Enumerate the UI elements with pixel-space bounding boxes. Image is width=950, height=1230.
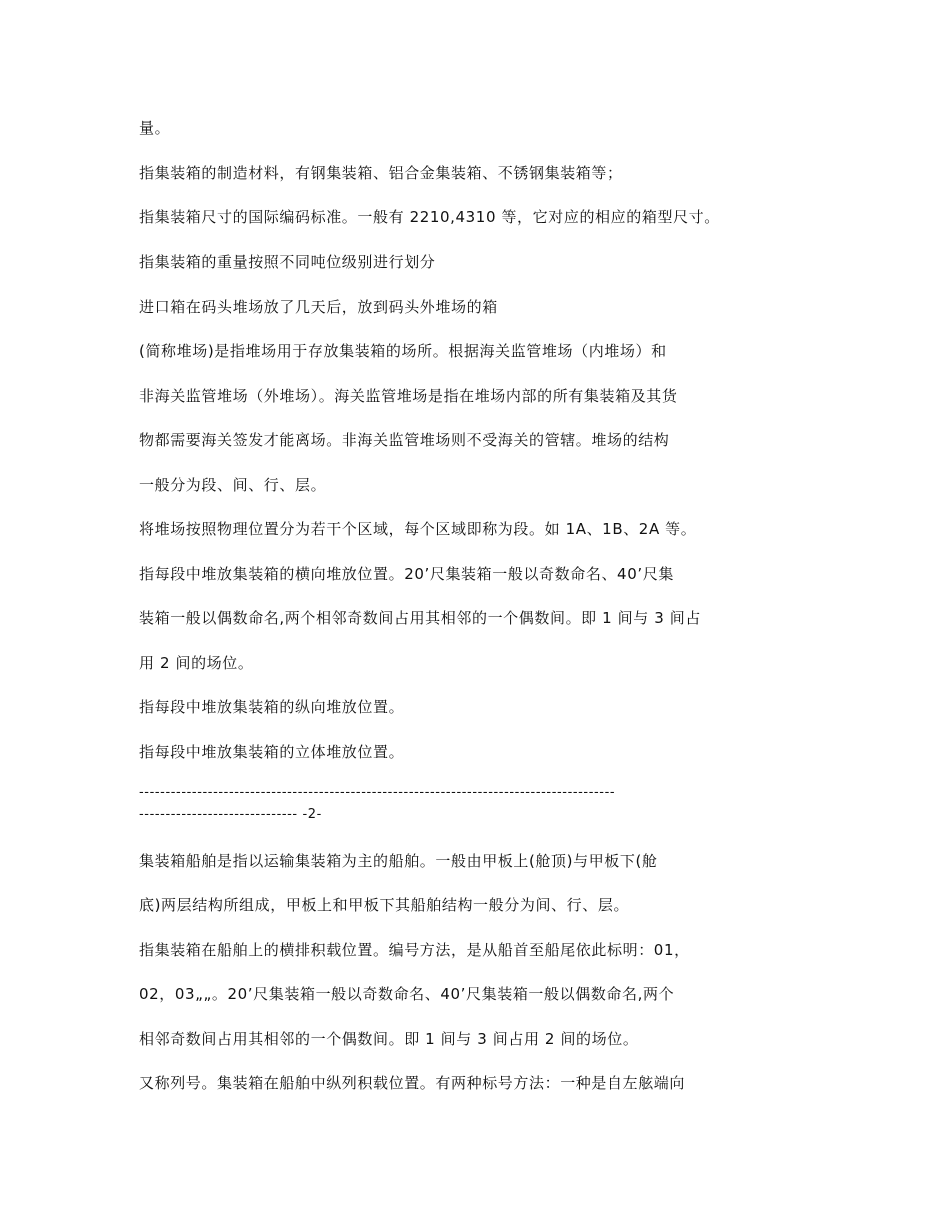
text-line: 一般分为段、间、行、层。 bbox=[139, 476, 327, 494]
text-line: 指每段中堆放集装箱的纵向堆放位置。 bbox=[139, 698, 405, 716]
text-line: 将堆场按照物理位置分为若干个区域，每个区域即称为段。如 1A、1B、2A 等。 bbox=[139, 520, 697, 538]
text-line: 指集装箱的重量按照不同吨位级别进行划分 bbox=[139, 253, 436, 271]
text-line: 指集装箱尺寸的国际编码标准。一般有 2210,4310 等，它对应的相应的箱型尺寸。 bbox=[139, 208, 720, 226]
text-line: 指每段中堆放集装箱的立体堆放位置。 bbox=[139, 743, 405, 761]
text-line: 指集装箱的制造材料，有钢集装箱、铝合金集装箱、不锈钢集装箱等； bbox=[139, 164, 623, 182]
text-line: 又称列号。集装箱在船舶中纵列积载位置。有两种标号方法：一种是自左舷端向 bbox=[139, 1074, 686, 1092]
text-line: 进口箱在码头堆场放了几天后，放到码头外堆场的箱 bbox=[139, 298, 498, 316]
text-line: 指集装箱在船舶上的横排积载位置。编号方法，是从船首至船尾依此标明：01， bbox=[139, 941, 690, 959]
text-line: 装箱一般以偶数命名,两个相邻奇数间占用其相邻的一个偶数间。即 1 间与 3 间占 bbox=[139, 609, 701, 627]
text-line: 集装箱船舶是指以运输集装箱为主的船舶。一般由甲板上(舱顶)与甲板下(舱 bbox=[139, 852, 658, 870]
page-separator: ------------------------------------------------------------------------------------------ bbox=[139, 785, 616, 800]
text-line: 相邻奇数间占用其相邻的一个偶数间。即 1 间与 3 间占用 2 间的场位。 bbox=[139, 1030, 639, 1048]
text-line: 指每段中堆放集装箱的横向堆放位置。20’尺集装箱一般以奇数命名、40’尺集 bbox=[139, 565, 674, 583]
text-line: 物都需要海关签发才能离场。非海关监管堆场则不受海关的管辖。堆场的结构 bbox=[139, 431, 670, 449]
text-line: 非海关监管堆场（外堆场）。海关监管堆场是指在堆场内部的所有集装箱及其货 bbox=[139, 387, 678, 405]
page-number-separator: ------------------------------ -2- bbox=[139, 807, 322, 822]
text-line: 底)两层结构所组成，甲板上和甲板下其船舶结构一般分为间、行、层。 bbox=[139, 896, 630, 914]
text-line: 02，03„„。20’尺集装箱一般以奇数命名、40’尺集装箱一般以偶数命名,两个 bbox=[139, 985, 675, 1003]
text-line: (简称堆场)是指堆场用于存放集装箱的场所。根据海关监管堆场（内堆场）和 bbox=[139, 342, 667, 360]
text-line: 用 2 间的场位。 bbox=[139, 654, 254, 672]
text-line: 量。 bbox=[139, 119, 171, 137]
